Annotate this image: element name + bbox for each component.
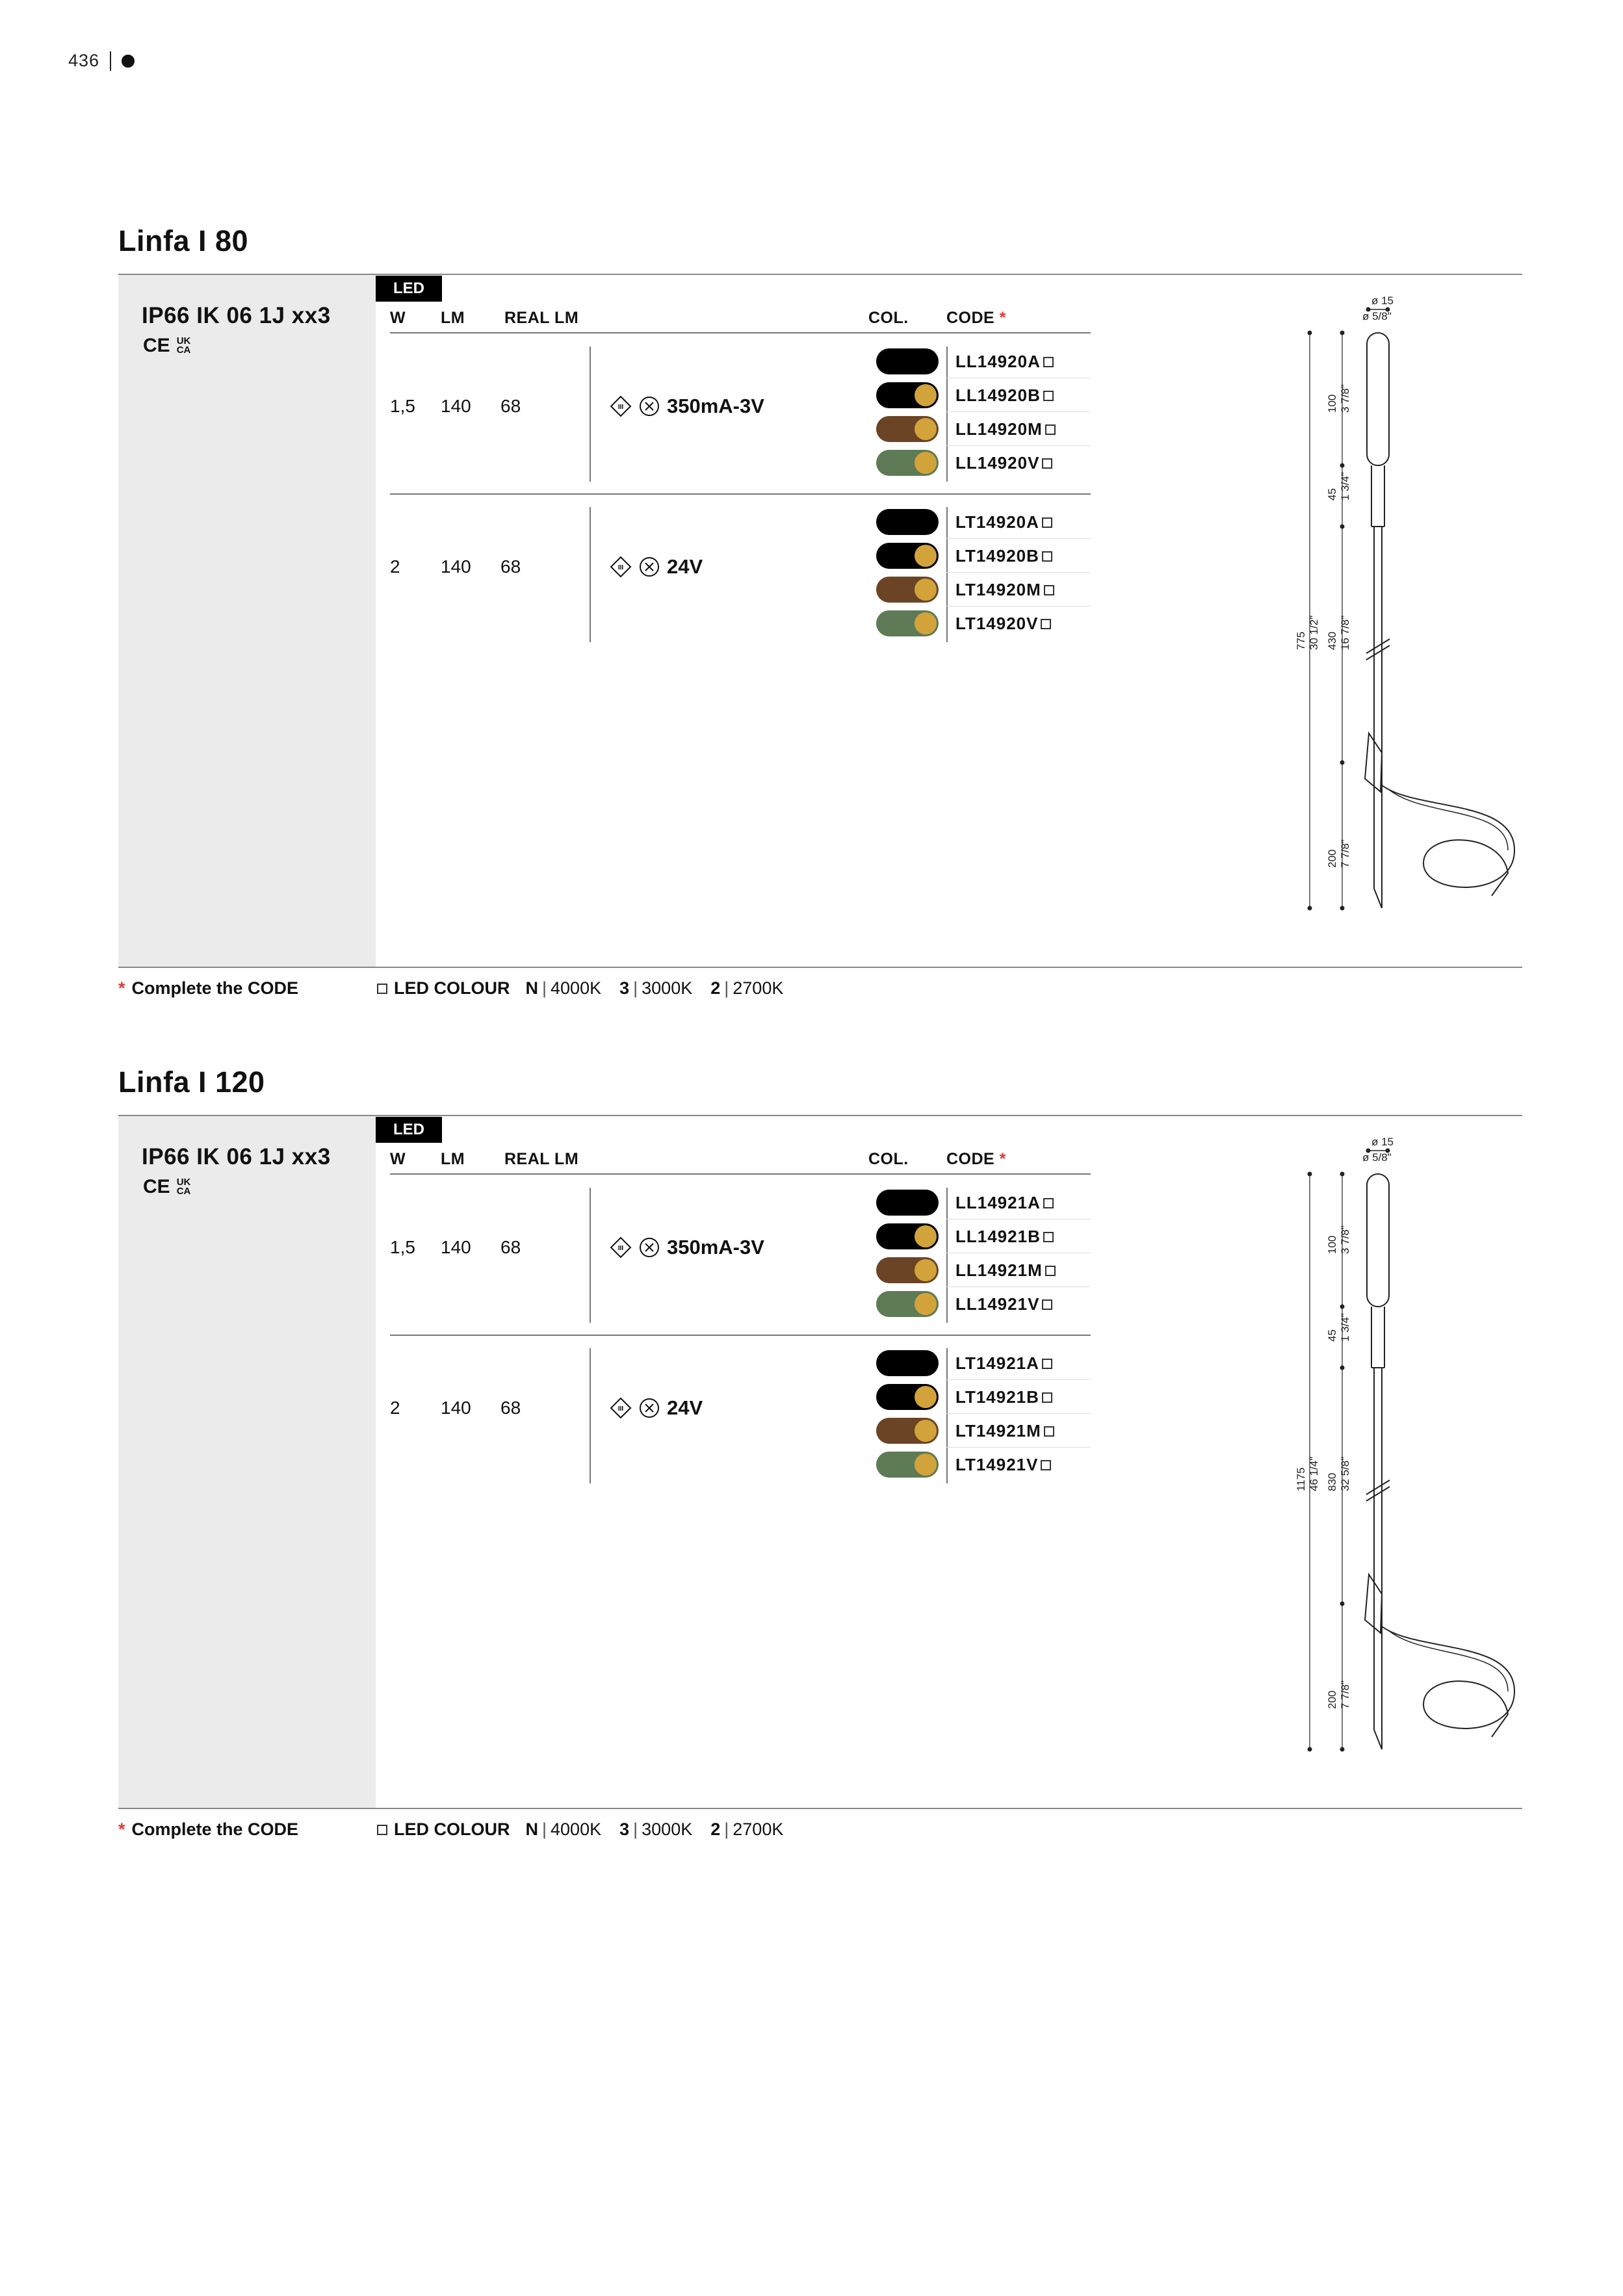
dim-spike-height: 200	[1326, 1690, 1338, 1709]
led-knob	[915, 579, 937, 601]
led-colour-label: LED COLOUR	[394, 978, 510, 998]
product-code-text: LT14920B	[955, 546, 1039, 566]
cell-real-lm: 68	[500, 556, 521, 577]
page-number-text: 436	[68, 51, 100, 70]
dim-collar-height: 45	[1326, 1329, 1338, 1342]
led-knob	[915, 1420, 937, 1442]
driver-spec	[610, 555, 703, 579]
driver-label: 24V	[667, 1396, 703, 1419]
colour-swatch	[876, 543, 939, 569]
ce-mark-icon: CE	[143, 1176, 170, 1197]
checkbox-icon	[1043, 391, 1054, 401]
cell-real-lm: 68	[500, 1237, 521, 1257]
row-separator	[946, 411, 1091, 412]
complete-code-label: Complete the CODE	[131, 1820, 299, 1839]
row-separator	[946, 1379, 1091, 1380]
product-code	[955, 1227, 1054, 1247]
cell-real-lm: 68	[500, 1398, 521, 1418]
product-code	[955, 1193, 1054, 1213]
cell-real-lm: 68	[500, 396, 521, 416]
product-code	[955, 512, 1052, 532]
asterisk-icon: *	[118, 978, 125, 998]
spec-panel	[118, 1116, 376, 1808]
diameter-inch-label: ø 5/8"	[1362, 1151, 1392, 1164]
option-separator: |	[542, 978, 547, 998]
checkbox-icon	[1042, 1392, 1052, 1403]
checkbox-icon	[1043, 1232, 1054, 1242]
row-separator	[946, 1286, 1091, 1287]
checkbox-icon	[1042, 1359, 1052, 1369]
page-number-divider	[110, 51, 111, 71]
driver-label: 350mA-3V	[667, 395, 764, 417]
product-code-text: LT14921M	[955, 1421, 1041, 1441]
ip-rating: IP66 IK 06 1J xx3	[142, 303, 331, 328]
led-knob	[915, 612, 937, 634]
code-header-label: CODE	[946, 309, 995, 327]
checkbox-icon	[1043, 357, 1054, 367]
certification-marks	[143, 1176, 190, 1198]
row-separator	[946, 606, 1091, 607]
led-knob	[915, 1454, 937, 1476]
diameter-label: ø 15	[1371, 1136, 1394, 1148]
led-colour-legend	[377, 1820, 795, 1840]
svg-text:III: III	[617, 1245, 624, 1252]
product-code	[955, 1260, 1056, 1281]
diameter-inch-label: ø 5/8"	[1362, 310, 1392, 322]
led-knob	[915, 384, 937, 406]
row-separator	[946, 1447, 1091, 1448]
led-tag: LED	[376, 1117, 442, 1143]
led-knob	[915, 1225, 937, 1247]
no-cover-icon	[638, 1236, 660, 1259]
led-colour-option	[710, 1820, 783, 1840]
led-knob	[915, 1293, 937, 1315]
col-header-col: COL.	[868, 1150, 909, 1168]
row-separator	[946, 538, 1091, 539]
product-code	[955, 614, 1051, 634]
dim-pole-height: 830	[1326, 1472, 1338, 1491]
cell-w: 1,5	[390, 396, 415, 416]
checkbox-icon	[1041, 1460, 1051, 1470]
svg-text:III: III	[617, 1405, 624, 1413]
option-value: 3000K	[642, 1820, 693, 1839]
diameter-label: ø 15	[1371, 294, 1394, 307]
driver-spec	[610, 395, 764, 418]
product-code	[955, 546, 1052, 566]
checkbox-icon	[1043, 1198, 1054, 1208]
bottom-rule	[118, 967, 1522, 968]
option-separator: |	[633, 978, 638, 998]
led-colour-option	[710, 978, 783, 998]
col-header-code	[946, 1150, 1006, 1169]
class-iii-icon	[610, 1397, 632, 1419]
product-code	[955, 1421, 1054, 1441]
code-divider	[946, 1348, 948, 1483]
led-knob	[915, 418, 937, 440]
colour-swatch	[876, 1350, 939, 1376]
dim-pole-height-inch: 32 5/8"	[1339, 1456, 1351, 1491]
cell-lm: 140	[441, 556, 471, 577]
complete-code-label: Complete the CODE	[131, 978, 299, 998]
option-separator: |	[724, 1820, 729, 1839]
dim-head-height-inch: 3 7/8"	[1339, 1225, 1351, 1254]
colour-swatch	[876, 1190, 939, 1216]
col-header-lm: LM	[441, 1150, 465, 1168]
colour-swatch	[876, 577, 939, 603]
option-key: N	[525, 1820, 538, 1839]
product-code-text: LL14921A	[955, 1193, 1041, 1212]
colour-swatch	[876, 348, 939, 374]
led-knob	[915, 545, 937, 567]
product-code-text: LT14920A	[955, 512, 1039, 532]
dim-head-height: 100	[1326, 1235, 1338, 1254]
colour-swatch	[876, 416, 939, 442]
spec-panel	[118, 275, 376, 967]
product-code	[955, 385, 1054, 406]
code-divider	[946, 1188, 948, 1323]
driver-label: 24V	[667, 555, 703, 578]
colour-swatch	[876, 1418, 939, 1444]
dim-total-height: 1175	[1295, 1467, 1307, 1491]
product-code	[955, 419, 1056, 439]
col-header-code	[946, 309, 1006, 328]
technical-drawing	[1274, 286, 1547, 936]
checkbox-icon	[377, 1825, 387, 1835]
class-iii-icon	[610, 395, 632, 417]
product-code-text: LL14920A	[955, 352, 1041, 371]
product-code	[955, 453, 1052, 473]
checkbox-icon	[1042, 551, 1052, 562]
column-divider	[590, 507, 591, 642]
page-bullet-icon	[122, 55, 135, 68]
code-divider	[946, 346, 948, 482]
option-key: 2	[710, 1820, 721, 1839]
colour-swatch	[876, 1223, 939, 1249]
group-rule	[390, 1335, 1091, 1336]
product-code-text: LT14920M	[955, 580, 1041, 599]
column-divider	[590, 1348, 591, 1483]
asterisk-icon: *	[994, 1150, 1006, 1168]
option-value: 3000K	[642, 978, 693, 998]
option-separator: |	[724, 978, 729, 998]
driver-label: 350mA-3V	[667, 1236, 764, 1259]
group-rule	[390, 493, 1091, 495]
product-code	[955, 580, 1054, 600]
led-colour-option	[526, 978, 602, 998]
header-rule	[390, 332, 1091, 333]
led-colour-option	[619, 1820, 692, 1840]
dim-collar-height: 45	[1326, 488, 1338, 501]
col-header-real-lm: REAL LM	[504, 1150, 579, 1168]
ce-mark-icon: CE	[143, 335, 170, 356]
led-colour-label: LED COLOUR	[394, 1820, 510, 1839]
certification-marks	[143, 335, 190, 357]
checkbox-icon	[1045, 424, 1056, 435]
checkbox-icon	[1041, 619, 1051, 629]
product-code	[955, 352, 1054, 372]
row-separator	[946, 572, 1091, 573]
ukca-mark-icon	[177, 1178, 191, 1196]
checkbox-icon	[377, 984, 387, 994]
option-key: 3	[619, 1820, 630, 1839]
technical-drawing	[1274, 1127, 1547, 1777]
product-code	[955, 1294, 1052, 1314]
no-cover-icon	[638, 1397, 660, 1419]
colour-swatch	[876, 610, 939, 636]
cell-lm: 140	[441, 1237, 471, 1257]
code-divider	[946, 507, 948, 642]
cell-lm: 140	[441, 396, 471, 416]
option-value: 2700K	[733, 978, 784, 998]
dim-pole-height: 430	[1326, 631, 1338, 650]
bottom-rule	[118, 1808, 1522, 1809]
checkbox-icon	[1044, 585, 1054, 595]
dim-total-height: 775	[1295, 631, 1307, 650]
column-divider	[590, 1188, 591, 1323]
row-separator	[946, 1413, 1091, 1414]
product-code-text: LT14921A	[955, 1353, 1039, 1373]
product-code-text: LL14921V	[955, 1294, 1040, 1314]
checkbox-icon	[1045, 1266, 1056, 1276]
checkbox-icon	[1042, 517, 1052, 528]
driver-spec	[610, 1236, 764, 1259]
asterisk-icon: *	[994, 309, 1006, 327]
dim-spike-height-inch: 7 7/8"	[1339, 839, 1351, 868]
svg-text:III: III	[617, 564, 624, 571]
dim-pole-height-inch: 16 7/8"	[1339, 615, 1351, 650]
product-code-text: LT14921V	[955, 1455, 1039, 1474]
cell-w: 2	[390, 556, 400, 577]
dim-total-height-inch: 46 1/4"	[1308, 1456, 1320, 1491]
no-cover-icon	[638, 556, 660, 578]
led-knob	[915, 1259, 937, 1281]
ukca-uk: UK	[176, 335, 191, 346]
checkbox-icon	[1044, 1426, 1054, 1437]
checkbox-icon	[1042, 1299, 1052, 1310]
product-code-text: LL14921B	[955, 1227, 1041, 1246]
led-colour-option	[526, 1820, 602, 1840]
dim-collar-height-inch: 1 3/4"	[1339, 1313, 1351, 1342]
class-iii-icon	[610, 556, 632, 578]
colour-swatch	[876, 450, 939, 476]
option-key: 3	[619, 978, 630, 998]
code-header-label: CODE	[946, 1150, 995, 1168]
option-value: 2700K	[733, 1820, 784, 1839]
driver-spec	[610, 1396, 703, 1420]
led-tag: LED	[376, 276, 442, 302]
ukca-mark-icon	[177, 337, 191, 355]
complete-code-note	[118, 978, 298, 998]
ukca-ca: CA	[176, 345, 191, 356]
class-iii-icon	[610, 1236, 632, 1259]
no-cover-icon	[638, 395, 660, 417]
colour-swatch	[876, 509, 939, 535]
led-knob	[915, 1386, 937, 1408]
colour-swatch	[876, 1384, 939, 1410]
product-code	[955, 1387, 1052, 1407]
colour-swatch	[876, 1291, 939, 1317]
ip-rating: IP66 IK 06 1J xx3	[142, 1144, 331, 1169]
option-value: 4000K	[551, 1820, 602, 1839]
col-header-lm: LM	[441, 309, 465, 327]
asterisk-icon: *	[118, 1820, 125, 1839]
product-code	[955, 1455, 1051, 1475]
row-separator	[946, 1219, 1091, 1220]
option-separator: |	[633, 1820, 638, 1839]
dim-head-height: 100	[1326, 394, 1338, 413]
option-separator: |	[542, 1820, 547, 1839]
product-code-text: LL14920B	[955, 385, 1041, 405]
option-key: 2	[710, 978, 721, 998]
col-header-col: COL.	[868, 309, 909, 327]
product-code-text: LL14920M	[955, 419, 1043, 439]
cell-lm: 140	[441, 1398, 471, 1418]
led-knob	[915, 452, 937, 474]
colour-swatch	[876, 1257, 939, 1283]
dim-spike-height-inch: 7 7/8"	[1339, 1680, 1351, 1709]
cell-w: 1,5	[390, 1237, 415, 1257]
dim-head-height-inch: 3 7/8"	[1339, 384, 1351, 413]
product-title: Linfa I 80	[118, 224, 249, 257]
checkbox-icon	[1042, 458, 1052, 469]
option-value: 4000K	[551, 978, 602, 998]
ukca-ca: CA	[176, 1186, 191, 1197]
cell-w: 2	[390, 1398, 400, 1418]
product-code-text: LL14921M	[955, 1260, 1043, 1280]
row-separator	[946, 445, 1091, 446]
header-rule	[390, 1173, 1091, 1175]
column-divider	[590, 346, 591, 482]
dim-total-height-inch: 30 1/2"	[1308, 615, 1320, 650]
dim-collar-height-inch: 1 3/4"	[1339, 472, 1351, 501]
colour-swatch	[876, 1452, 939, 1478]
svg-text:III: III	[617, 404, 624, 411]
product-code-text: LT14921B	[955, 1387, 1039, 1407]
led-colour-legend	[377, 978, 795, 998]
col-header-w: W	[390, 1150, 406, 1168]
page-number	[68, 51, 135, 71]
dim-spike-height: 200	[1326, 849, 1338, 868]
colour-swatch	[876, 382, 939, 408]
complete-code-note	[118, 1820, 298, 1840]
option-key: N	[525, 978, 538, 998]
ukca-uk: UK	[176, 1177, 191, 1188]
product-title: Linfa I 120	[118, 1065, 265, 1099]
product-code-text: LT14920V	[955, 614, 1039, 633]
led-colour-option	[619, 978, 692, 998]
col-header-real-lm: REAL LM	[504, 309, 579, 327]
product-code	[955, 1353, 1052, 1374]
col-header-w: W	[390, 309, 406, 327]
product-code-text: LL14920V	[955, 453, 1040, 473]
